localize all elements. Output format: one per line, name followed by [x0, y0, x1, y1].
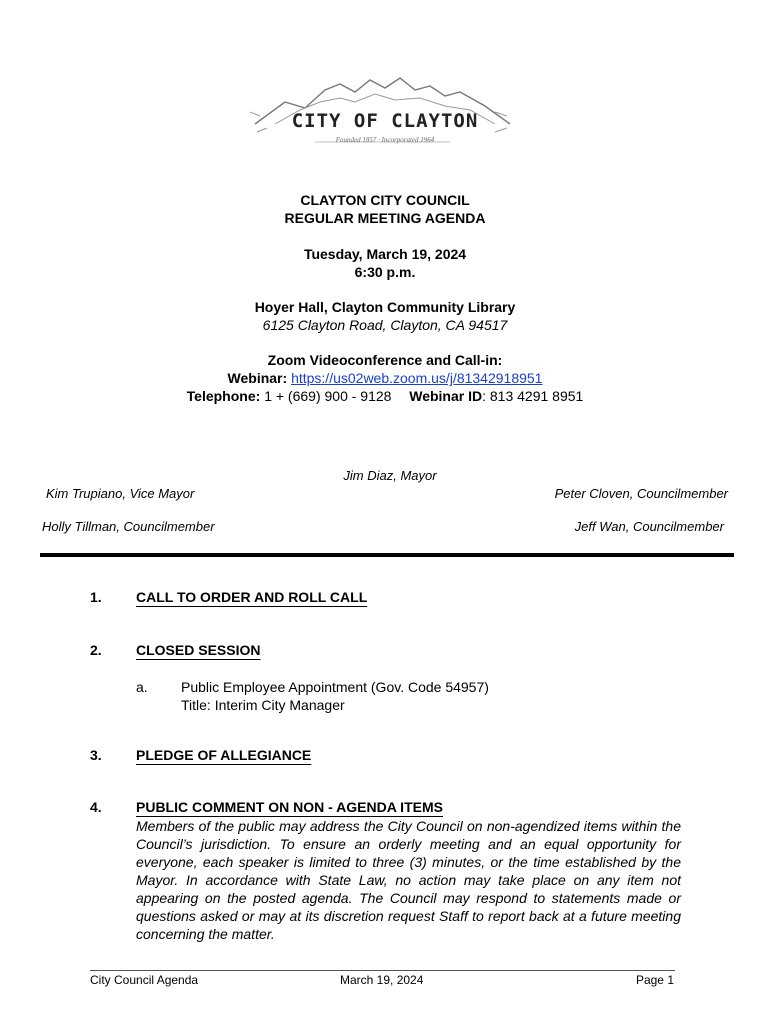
agenda-title: REGULAR MEETING AGENDA [284, 210, 486, 226]
item-number: 2. [90, 642, 102, 658]
webinar-line [0, 369, 770, 387]
item-number: 4. [90, 799, 102, 815]
telephone-line [0, 387, 770, 405]
footer-date: March 19, 2024 [340, 973, 424, 987]
meeting-venue: Hoyer Hall, Clayton Community Library [254, 299, 516, 315]
vice-mayor-name: Kim Trupiano, Vice Mayor [46, 486, 195, 501]
header-divider [40, 553, 734, 557]
item-heading-closed-session: CLOSED SESSION [136, 642, 261, 658]
meeting-date: Tuesday, March 19, 2024 [303, 246, 467, 262]
councilmember-cloven: Peter Cloven, Councilmember [554, 486, 728, 501]
item-heading-public-comment: PUBLIC COMMENT ON NON - AGENDA ITEMS [136, 799, 443, 815]
councilmember-wan: Jeff Wan, Councilmember [574, 519, 724, 534]
item-number: 3. [90, 747, 102, 763]
logo-title: CITY OF CLAYTON [291, 110, 479, 132]
item-heading-call-to-order: CALL TO ORDER AND ROLL CALL [136, 589, 368, 605]
item-heading-pledge: PLEDGE OF ALLEGIANCE [136, 747, 312, 763]
webinar-link[interactable]: https://us02web.zoom.us/j/81342918951 [291, 370, 543, 386]
council-title: CLAYTON CITY COUNCIL [300, 192, 470, 208]
councilmember-tillman: Holly Tillman, Councilmember [42, 519, 215, 534]
item-number: 1. [90, 589, 102, 605]
subitem-line1: Public Employee Appointment (Gov. Code 54957) [181, 679, 489, 695]
footer-doc-title: City Council Agenda [90, 973, 199, 987]
mayor-name: Jim Diaz, Mayor [343, 468, 437, 483]
webinar-label: Webinar: [227, 370, 288, 386]
webinar-id-value: : 813 4291 8951 [482, 388, 584, 404]
subitem-line2: Title: Interim City Manager [181, 697, 345, 713]
footer-page-number: Page 1 [635, 973, 674, 987]
zoom-heading: Zoom Videoconference and Call-in: [267, 352, 503, 368]
meeting-time: 6:30 p.m. [354, 264, 416, 280]
subitem-letter: a. [136, 679, 148, 695]
webinar-id-label: Webinar ID [409, 388, 483, 404]
footer-divider [90, 970, 675, 971]
logo-subtitle: Founded 1857 · Incorporated 1964 [335, 136, 435, 144]
meeting-address: 6125 Clayton Road, Clayton, CA 94517 [262, 317, 508, 333]
telephone-value: 1 + (669) 900 - 9128 [264, 388, 392, 404]
public-comment-description: Members of the public may address the City Council on non-agendized items within the Council’s jurisdiction. To ensure an orderly meeting and an equal opportunity for everyone, each speaker is limited to three (3) minutes, or the time established by the Mayor. In accordance with State Law, no action may take place on any item not appearing on the posted agenda. The Council may respond to statements made or questions asked or may at its discretion request Staff to report back at a future meeting concerning the matter. [136, 818, 681, 942]
telephone-label: Telephone: [186, 388, 261, 404]
